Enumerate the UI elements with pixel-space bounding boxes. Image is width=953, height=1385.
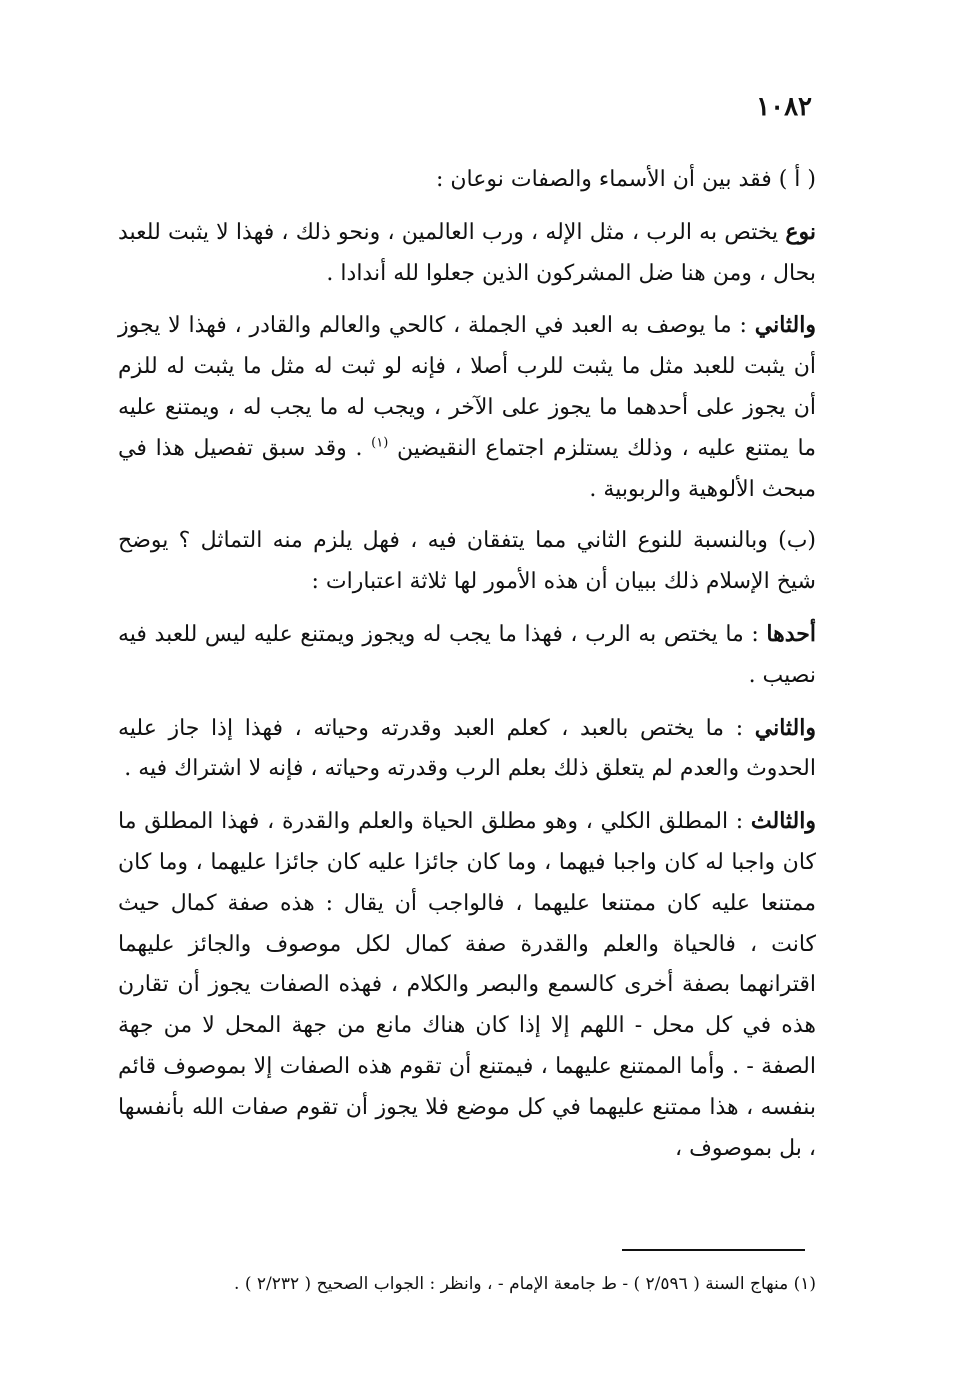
- paragraph-consideration-1: [118, 614, 816, 697]
- footnote: (١) منهاج السنة ( ٢/٥٩٦ ) - ط جامعة الإمام - ، وانظر : الجواب الصحيح ( ٢/٢٣٢ ) .: [234, 1274, 816, 1294]
- page-number: ١٠٨٢: [756, 92, 812, 122]
- paragraph-lead: أحدها: [766, 620, 816, 647]
- paragraph-first-type: [118, 212, 816, 295]
- paragraph-lead: والثاني: [754, 714, 816, 741]
- footnote-reference: (١): [371, 435, 389, 451]
- paragraph-text: : المطلق الكلي ، وهو مطلق الحياة والعلم والقدرة ، فهذا المطلق ما كان واجبا له كان واجبا فيهما ، وما كان جائزا عليه كان جائزا عليهما ، وما كان ممتنعا عليه كان ممتنعا عليهما ، فالواجب أن يقال : هذه صفة كمال حيث كانت ، فالحياة والعلم والقدرة صفة كمال لكل موصوف والجائز عليهما اقترانهما بصفة أخرى كالسمع والبصر والكلام ، فهذه الصفات يجوز أن تقارن هذه في كل محل - اللهم إلا إذا كان هناك مانع من جهة المحل لا من جهة الصفة - . وأما الممتنع عليهما ، فيمتنع أن تقوم هذه الصفات إلا بموصوف قائم بنفسه ، هذا ممتنع عليهما في كل موضع فلا يجوز أن تقوم صفات الله بأنفسها ، بل بموصوف ،: [118, 809, 816, 1161]
- paragraph-lead: نوع: [785, 218, 816, 245]
- paragraph-consideration-2: [118, 708, 816, 791]
- paragraph-section-b: [118, 521, 816, 603]
- paragraph-lead: والثالث: [750, 808, 816, 835]
- paragraph-text: (ب) وبالنسبة للنوع الثاني مما يتفقان فيه ، فهل يلزم منه التماثل ؟ يوضح شيخ الإسلام ذلك ببيان أن هذه الأمور لها ثلاثة اعتبارات :: [118, 528, 816, 595]
- paragraph-text: : ما يختص بالعبد ، كعلم العبد وقدرته وحياته ، فهذا إذا جاز عليه الحدوث والعدم لم يتعلق ذلك بعلم الرب وقدرته وحياته ، فإنه لا اشتراك فيه .: [118, 715, 816, 782]
- paragraph-lead: والثاني: [754, 312, 816, 339]
- paragraph-text: : ما يوصف به العبد في الجملة ، كالحي والعالم والقادر ، فهذا لا يجوز أن يثبت للعبد مثل ما يثبت للرب أصلا ، فإنه لو ثبت له مثل ما يثبت له للزم أن يجوز على أحدهما ما يجوز على الآخر ، ويجب له ما يجب له ، ويمتنع عليه ما يمتنع عليه ، وذلك يستلزم اجتماع النقيضين: [118, 313, 816, 461]
- paragraph-text: ( أ ) فقد بين أن الأسماء والصفات نوعان :: [436, 167, 816, 192]
- paragraph-text: : ما يختص به الرب ، فهذا ما يجب له ويجوز ويمتنع عليه ليس للعبد فيه نصيب .: [118, 621, 816, 688]
- paragraph-consideration-3: [118, 801, 816, 1169]
- paragraph-text: يختص به الرب ، مثل الإله ، ورب العالمين ، ونحو ذلك ، فهذا لا يثبت للعبد بحال ، ومن هنا ضل المشركون الذين جعلوا لله أندادا .: [118, 219, 816, 286]
- paragraph-intro: [118, 160, 816, 201]
- paragraph-second-type: [118, 305, 816, 510]
- paragraph-text-tail: . وقد سبق تفصيل هذا في مبحث الألوهية والربوبية .: [118, 435, 816, 502]
- main-text: [118, 160, 816, 1180]
- footnote-separator: [622, 1249, 805, 1251]
